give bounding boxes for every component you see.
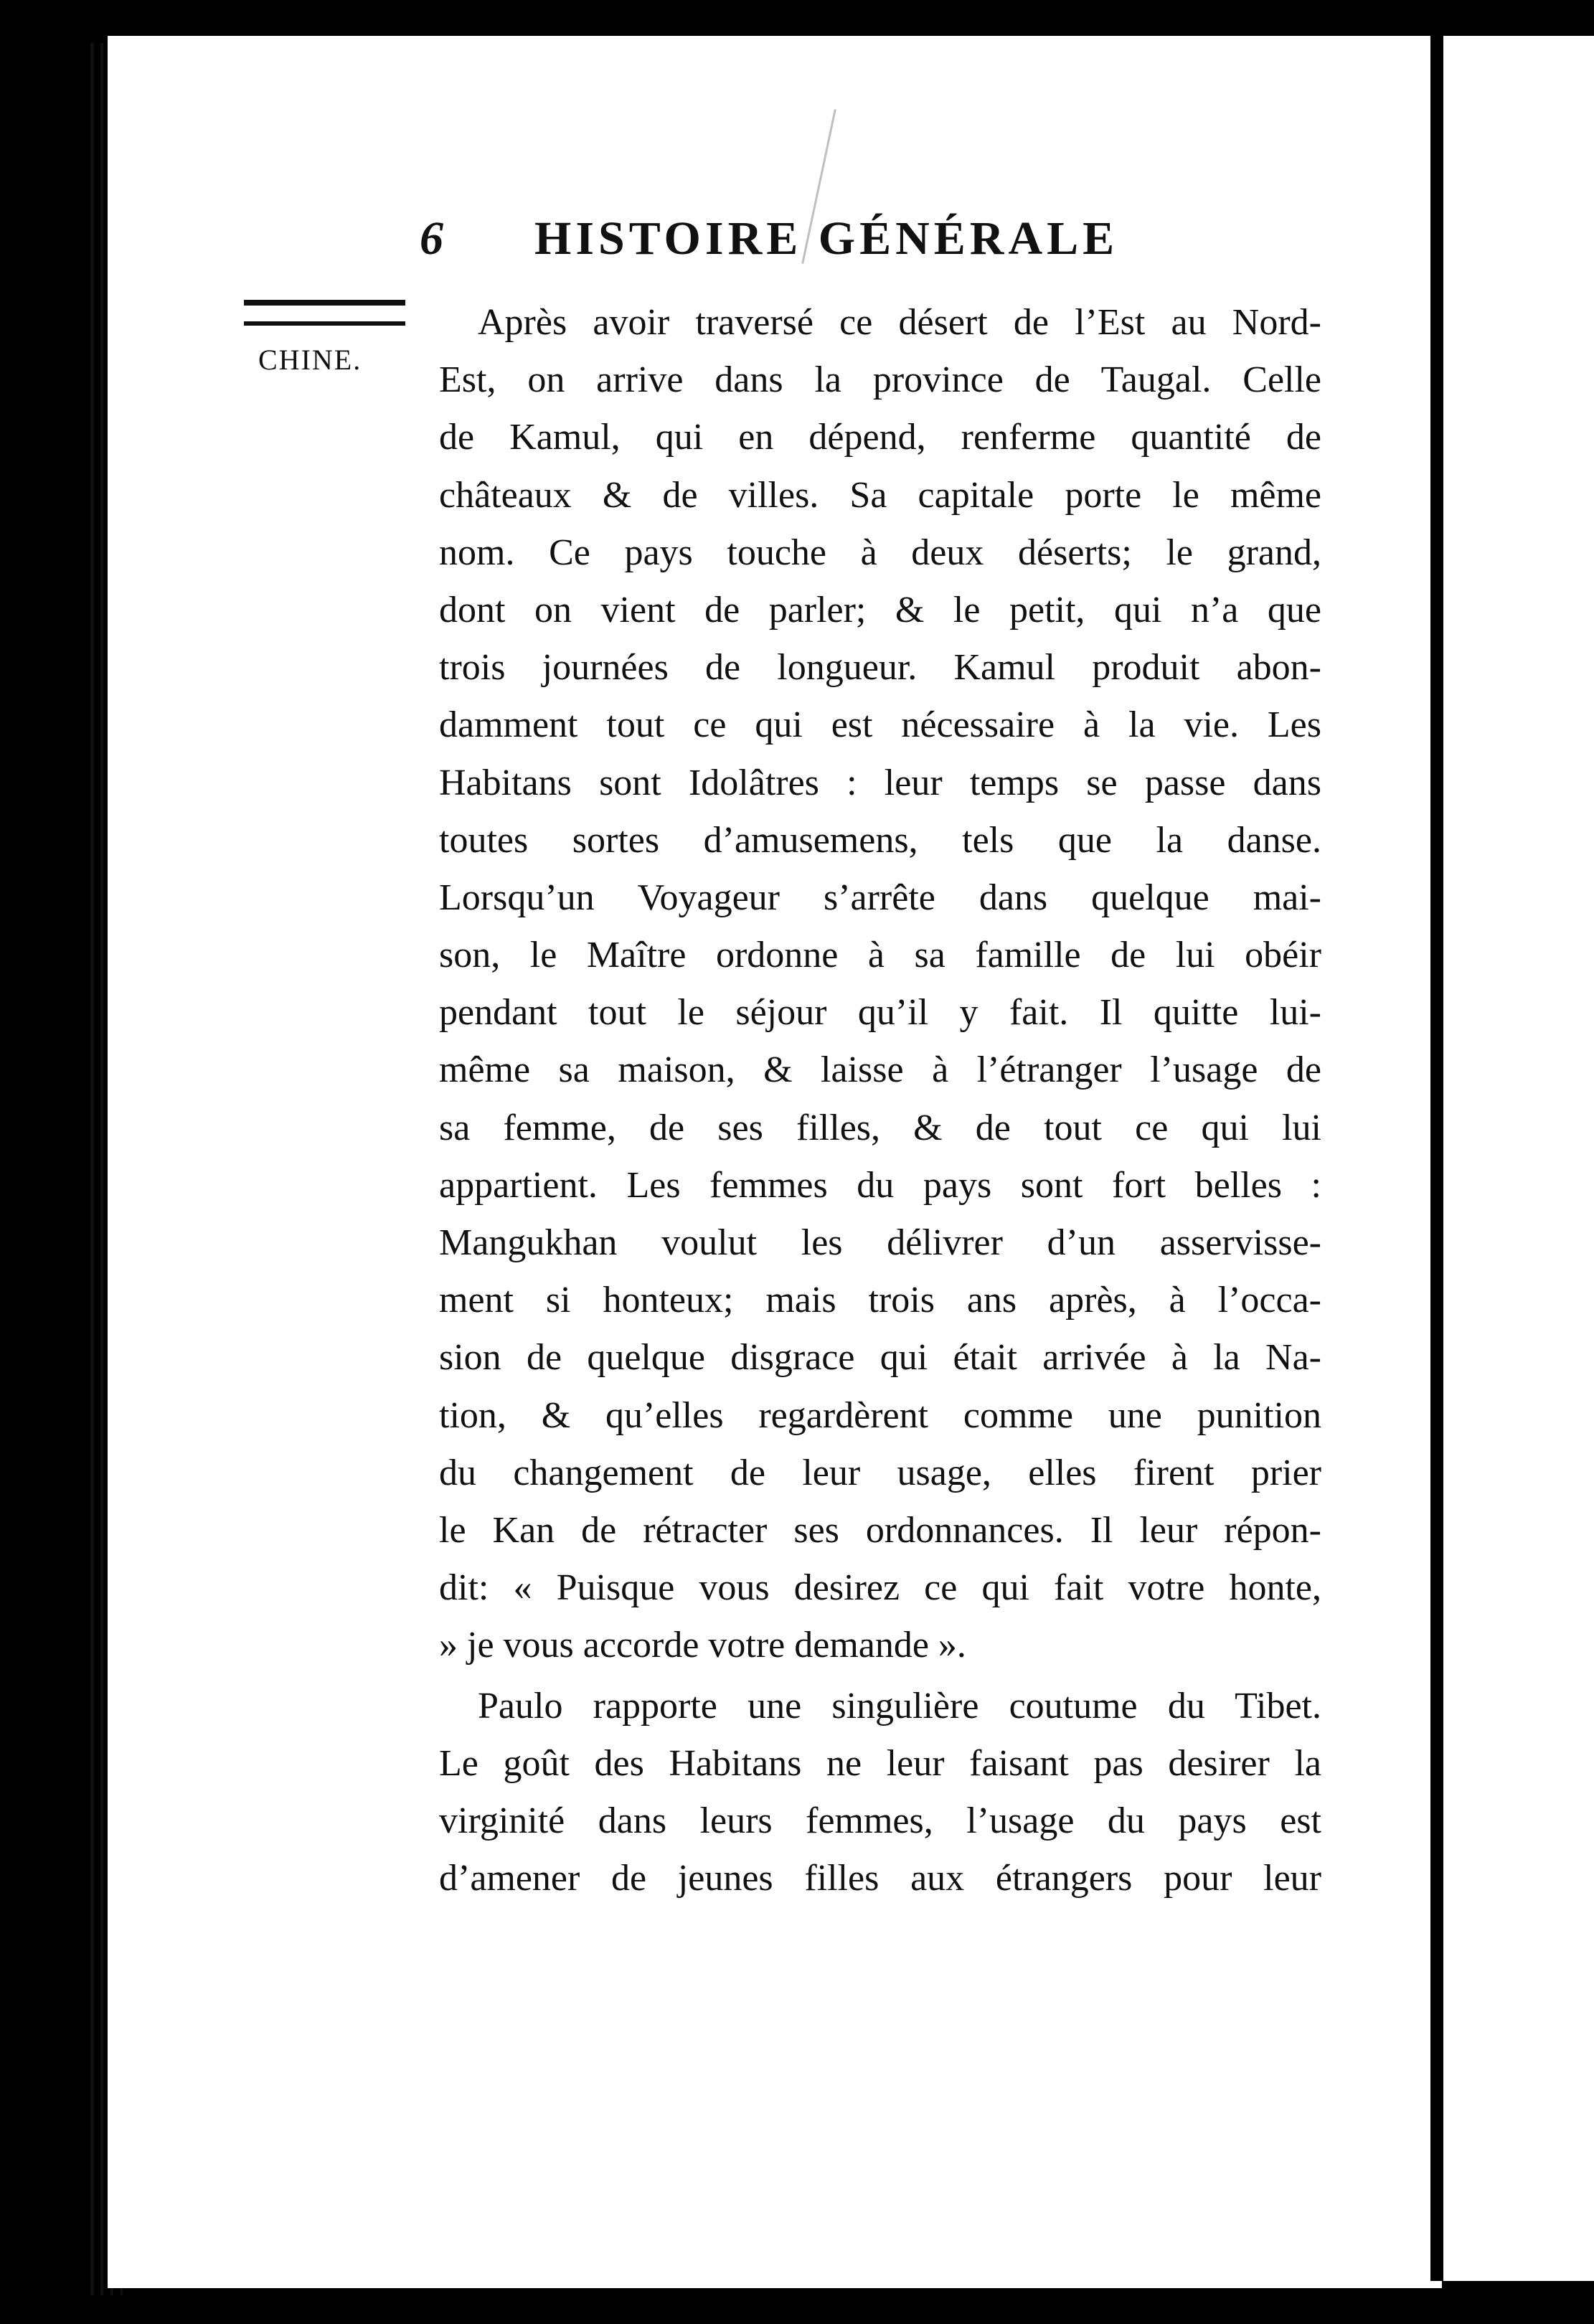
text-line: même sa maison, & laisse à l’étranger l’usage de (439, 1049, 1321, 1091)
text-line: son, le Maître ordonne à sa famille de lui obéir (439, 935, 1321, 976)
text-line: Lorsqu’un Voyageur s’arrête dans quelque mai- (439, 877, 1321, 918)
text-line: » je vous accorde votre demande ». (439, 1625, 966, 1666)
text-line: Paulo rapporte une singulière coutume du Tibet. (478, 1685, 1321, 1727)
text-line: nom. Ce pays touche à deux déserts; le grand, (439, 532, 1321, 573)
page-body-text (439, 294, 1321, 1907)
text-line: Habitans sont Idolâtres : leur temps se passe dans (439, 762, 1321, 803)
margin-note: CHINE. (258, 344, 362, 376)
text-line: trois journées de longueur. Kamul produit abon- (439, 647, 1321, 689)
gutter-line (100, 43, 103, 2295)
text-line: dit: « Puisque vous desirez ce qui fait votre honte, (439, 1567, 1321, 1609)
gutter-line (90, 43, 94, 2295)
margin-rule (244, 300, 405, 326)
text-line: pendant tout le séjour qu’il y fait. Il quitte lui- (439, 992, 1321, 1034)
text-line: Est, on arrive dans la province de Taugal. Celle (439, 359, 1321, 401)
text-line: Après avoir traversé ce désert de l’Est au Nord- (478, 302, 1321, 343)
text-line: de Kamul, qui en dépend, renferme quantité de (439, 417, 1321, 458)
text-line: tion, & qu’elles regardèrent comme une punition (439, 1394, 1321, 1436)
text-line: sion de quelque disgrace qui était arrivée à la Na- (439, 1337, 1321, 1379)
text-line: ment si honteux; mais trois ans après, à l’occa- (439, 1280, 1321, 1321)
text-line: virginité dans leurs femmes, l’usage du pays est (439, 1800, 1321, 1841)
text-line: du changement de leur usage, elles firent prier (439, 1452, 1321, 1493)
text-line: appartient. Les femmes du pays sont fort belles : (439, 1164, 1321, 1206)
text-line: le Kan de rétracter ses ordonnances. Il leur répon- (439, 1509, 1321, 1551)
text-line: Mangukhan voulut les délivrer d’un asservisse- (439, 1222, 1321, 1263)
text-line: damment tout ce qui est nécessaire à la vie. Les (439, 704, 1321, 746)
text-line: toutes sortes d’amusemens, tels que la danse. (439, 819, 1321, 861)
page-number: 6 (420, 212, 443, 265)
text-line: sa femme, de ses filles, & de tout ce qui lui (439, 1107, 1321, 1148)
text-line: châteaux & de villes. Sa capitale porte le même (439, 474, 1321, 516)
text-line: dont on vient de parler; & le petit, qui n’a que (439, 589, 1321, 630)
facing-page-edge (1430, 36, 1594, 2281)
text-line: Le goût des Habitans ne leur faisant pas desirer la (439, 1742, 1321, 1784)
running-head: HISTOIRE GÉNÉRALE (534, 212, 1119, 265)
page-header (420, 212, 1266, 276)
text-line: d’amener de jeunes filles aux étrangers pour leur (439, 1858, 1321, 1899)
